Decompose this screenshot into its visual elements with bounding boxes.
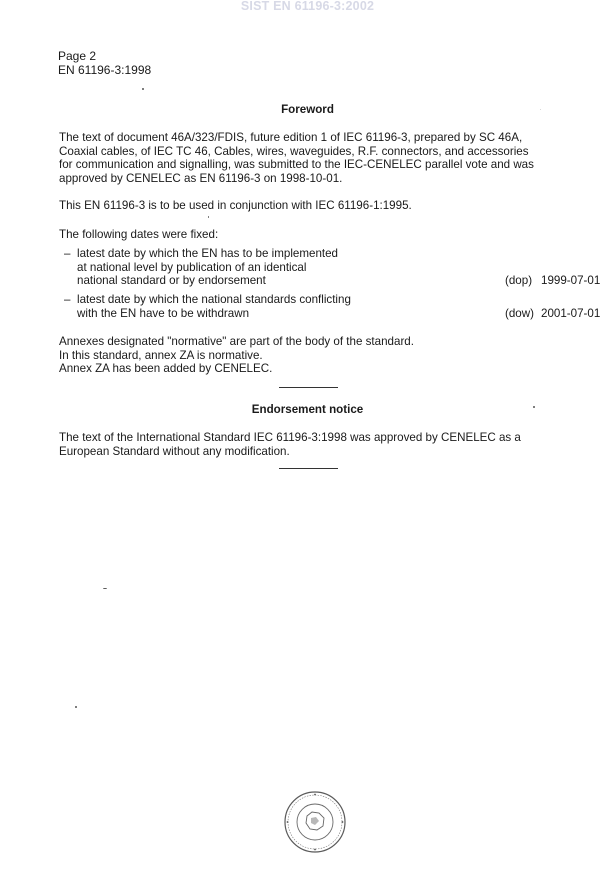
- text-line: The text of the International Standard IEC 61196-3:1998 was approved by CENELEC as a: [59, 431, 521, 444]
- text-line: The text of document 46A/323/FDIS, future edition 1 of IEC 61196-3, prepared by SC 46A,: [59, 131, 523, 144]
- scan-speck: [533, 406, 535, 408]
- text-line: In this standard, annex ZA is normative.: [59, 348, 263, 362]
- scan-speck: [103, 588, 107, 589]
- foreword-paragraph-2: This EN 61196-3 is to be used in conjunction with IEC 61196-1:1995.: [59, 199, 412, 212]
- annex-note: [59, 335, 559, 376]
- list-dash: –: [64, 247, 71, 260]
- date-value: 2001-07-01: [541, 307, 601, 320]
- text-line: latest date by which the EN has to be implemented: [77, 247, 339, 260]
- page-number: Page 2: [58, 49, 97, 63]
- text-line: Annexes designated "normative" are part of the body of the standard.: [59, 335, 414, 348]
- stamp-seal-icon: [283, 790, 347, 854]
- date-value: 1999-07-01: [541, 274, 601, 287]
- scan-speck: [208, 216, 209, 218]
- text-line: with the EN have to be withdrawn: [77, 306, 250, 320]
- text-line: Annex ZA has been added by CENELEC.: [59, 362, 273, 376]
- text-line: for communication and signalling, was submitted to the IEC-CENELEC parallel vote and was: [59, 158, 534, 172]
- date-item-dop: [64, 247, 601, 288]
- page-header: [58, 49, 151, 77]
- foreword-title: Foreword: [281, 103, 334, 116]
- list-dash: –: [64, 293, 71, 306]
- endorsement-paragraph: [59, 431, 559, 458]
- date-tag: (dop): [505, 274, 533, 287]
- foreword-paragraph-1: [59, 131, 559, 185]
- date-item-dow: [64, 293, 601, 320]
- dates-intro: The following dates were fixed:: [59, 228, 219, 241]
- text-line: approved by CENELEC as EN 61196-3 on 1998-10-01.: [59, 171, 343, 185]
- section-divider: [279, 468, 338, 469]
- watermark: SIST EN 61196-3:2002: [240, 0, 375, 13]
- section-divider: [279, 387, 338, 388]
- date-tag: (dow): [505, 307, 534, 320]
- text-line: Coaxial cables, of IEC TC 46, Cables, wires, waveguides, R.F. connectors, and accessories: [59, 144, 529, 158]
- scan-speck: [75, 706, 77, 708]
- text-line: at national level by publication of an identical: [77, 260, 307, 274]
- text-line: national standard or by endorsement: [77, 274, 266, 288]
- endorsement-title: Endorsement notice: [251, 403, 364, 416]
- scan-speck: [142, 88, 144, 90]
- scan-speck: [540, 109, 541, 110]
- document-id: EN 61196-3:1998: [58, 63, 152, 77]
- text-line: latest date by which the national standards conflicting: [77, 293, 351, 306]
- text-line: European Standard without any modification.: [59, 444, 290, 458]
